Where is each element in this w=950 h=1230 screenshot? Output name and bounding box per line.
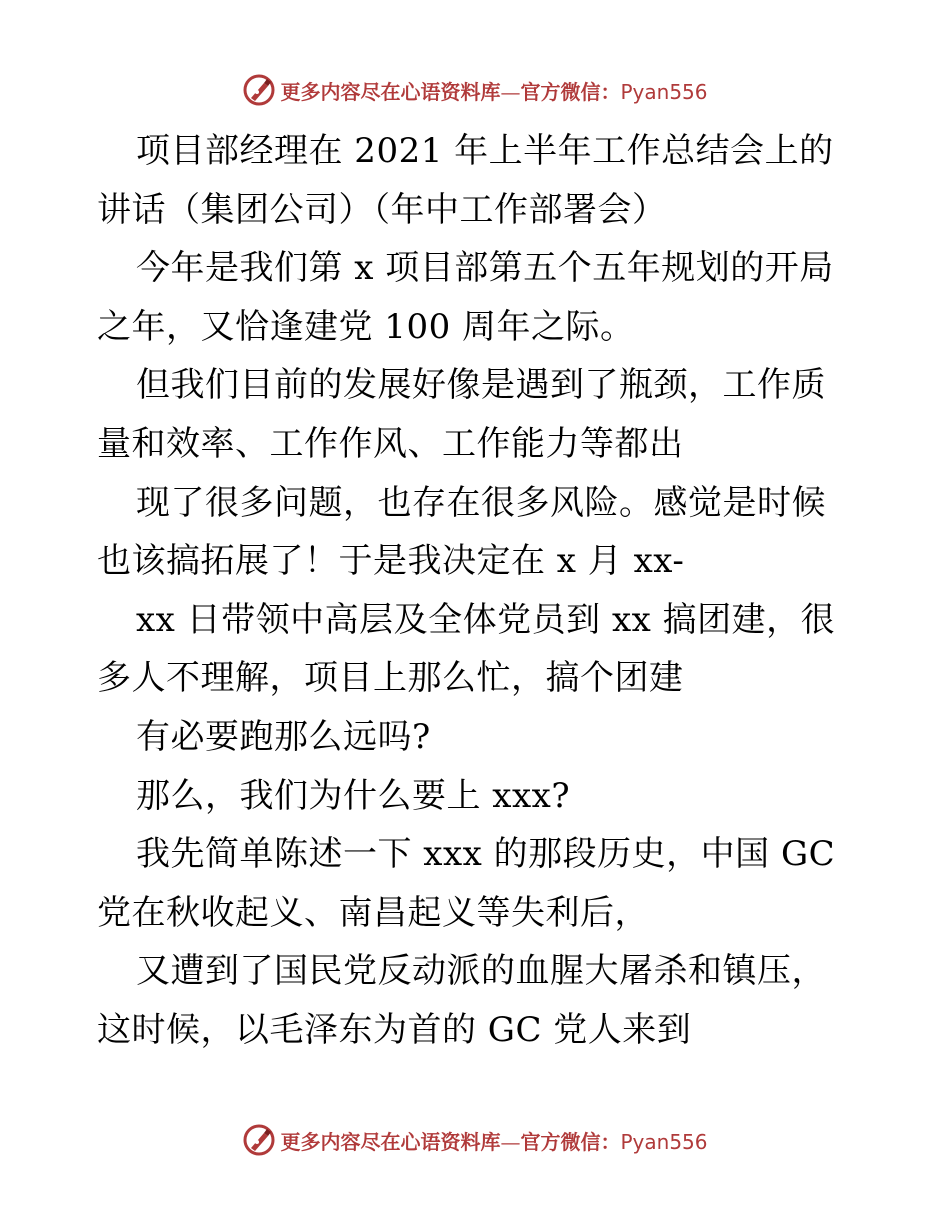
watermark-main: 更多内容尽在心语资料库 bbox=[280, 1129, 501, 1154]
paragraph: 又遭到了国民党反动派的血腥大屠杀和镇压，这时候，以毛泽东为首的 GC 党人来到 bbox=[97, 951, 826, 1050]
watermark-text bbox=[280, 1126, 707, 1155]
paragraph-title: 项目部经理在 2021 年上半年工作总结会上的讲话（集团公司）（年中工作部署会） bbox=[97, 131, 834, 230]
watermark-wechat-id: Pyan556 bbox=[620, 1129, 708, 1154]
paragraph: 那么，我们为什么要上 xxx? bbox=[136, 775, 571, 816]
paragraph: 我先简单陈述一下 xxx 的那段历史，中国 GC 党在秋收起义、南昌起义等失利后， bbox=[97, 834, 836, 933]
header-watermark bbox=[0, 70, 950, 110]
document-body bbox=[97, 122, 857, 1060]
paragraph: 但我们目前的发展好像是遇到了瓶颈，工作质量和效率、工作作风、工作能力等都出 bbox=[97, 365, 826, 464]
paragraph: 有必要跑那么远吗? bbox=[136, 716, 431, 757]
watermark-dash: — bbox=[500, 1129, 521, 1154]
pen-logo-icon bbox=[242, 1123, 276, 1157]
watermark-dash: — bbox=[500, 79, 521, 104]
watermark-wechat-label: 官方微信： bbox=[520, 1129, 621, 1154]
pen-logo-icon bbox=[242, 73, 276, 107]
paragraph: 今年是我们第 x 项目部第五个五年规划的开局之年，又恰逢建党 100 周年之际。 bbox=[97, 248, 834, 347]
footer-watermark bbox=[0, 1120, 950, 1160]
paragraph: 现了很多问题，也存在很多风险。感觉是时候也该搞拓展了！于是我决定在 x 月 xx- bbox=[97, 482, 826, 582]
watermark-main: 更多内容尽在心语资料库 bbox=[280, 79, 501, 104]
watermark-wechat-id: Pyan556 bbox=[620, 79, 708, 104]
paragraph: xx 日带领中高层及全体党员到 xx 搞团建，很多人不理解，项目上那么忙，搞个团建 bbox=[97, 599, 836, 699]
watermark-wechat-label: 官方微信： bbox=[520, 79, 621, 104]
watermark-text bbox=[280, 76, 707, 105]
